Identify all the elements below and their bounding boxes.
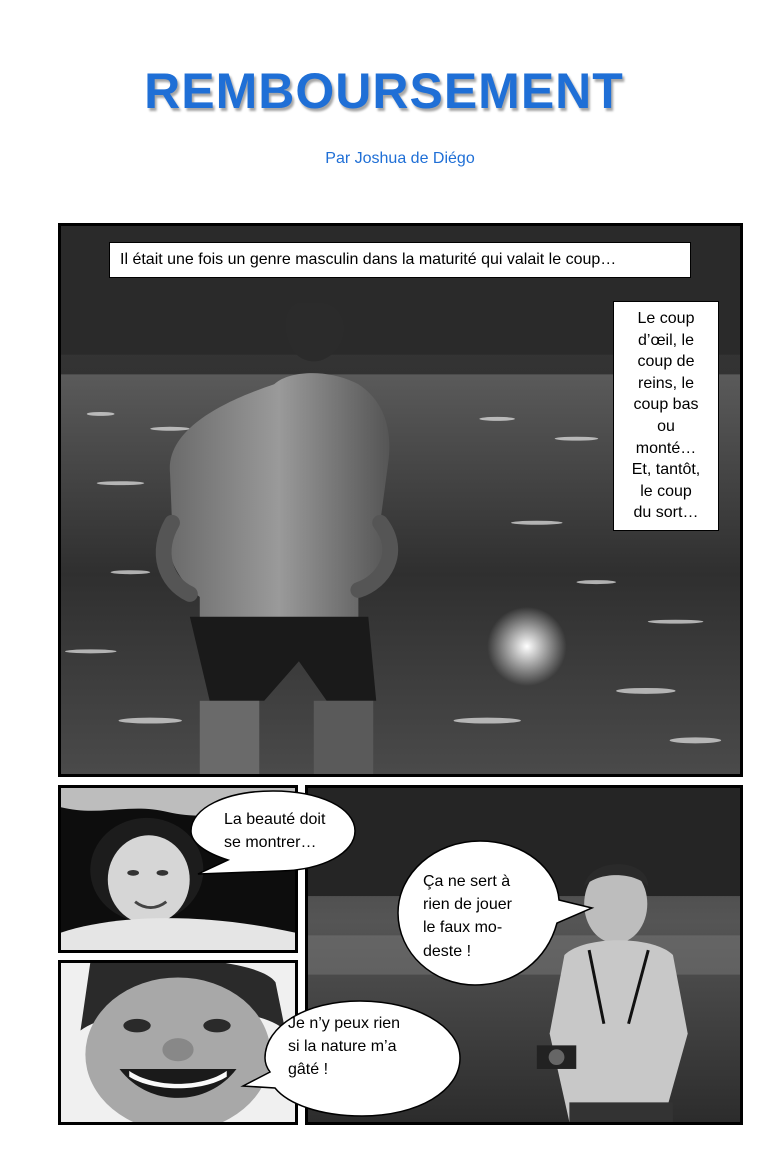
speech-bubble-modest	[395, 838, 595, 988]
caption-line: monté…	[635, 439, 697, 457]
caption-line: coup de	[637, 353, 695, 371]
speech-bubble-text	[288, 1012, 400, 1082]
caption-line: le coup	[640, 482, 692, 500]
caption-line: reins, le	[637, 374, 695, 392]
caption-coup-list	[613, 301, 719, 531]
speech-line: gâté !	[288, 1061, 329, 1079]
panel-top	[58, 223, 743, 777]
speech-line: deste !	[423, 942, 472, 960]
speech-line: Je n’y peux rien	[288, 1015, 401, 1032]
speech-bubble-text	[224, 808, 325, 854]
speech-bubble-nature	[240, 998, 465, 1120]
author-byline: Par Joshua de Diégo	[325, 150, 475, 167]
speech-line: si la nature m’a	[288, 1038, 397, 1056]
caption-line: du sort…	[633, 504, 699, 522]
speech-bubble-beauty	[188, 788, 358, 878]
speech-line: La beauté doit	[224, 811, 326, 828]
caption-line: coup bas	[633, 396, 699, 414]
caption-line: ou	[657, 417, 675, 435]
speech-line: Ça ne sert à	[423, 873, 511, 890]
speech-line: le faux mo-	[423, 919, 503, 937]
page-title: REMBOURSEMENT	[144, 63, 624, 119]
caption-line: Le coup	[637, 310, 695, 327]
caption-line: d’œil, le	[637, 331, 694, 349]
caption-narration: Il était une fois un genre masculin dans la maturité qui valait le coup…	[109, 242, 691, 278]
speech-line: se montrer…	[224, 834, 317, 852]
speech-bubble-text	[423, 870, 512, 963]
caption-line: Et, tantôt,	[631, 461, 701, 479]
speech-line: rien de jouer	[423, 896, 512, 914]
